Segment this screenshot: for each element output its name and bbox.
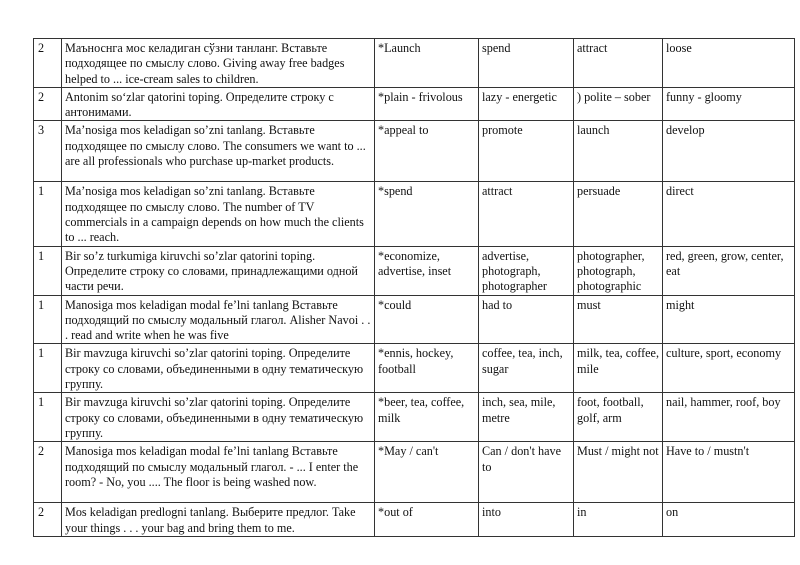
option-cell: spend	[479, 39, 574, 88]
option-cell: loose	[663, 39, 795, 88]
option-cell: culture, sport, economy	[663, 344, 795, 393]
points-cell: 1	[34, 344, 62, 393]
table-row	[34, 344, 795, 393]
option-cell: attract	[479, 182, 574, 246]
question-cell: Mos keladigan predlogni tanlang. Выберите предлог. Take your things . . . your bag and bring them to me.	[62, 503, 375, 537]
table-row	[34, 295, 795, 344]
option-cell: red, green, grow, center, eat	[663, 246, 795, 295]
option-cell: persuade	[574, 182, 663, 246]
table-row	[34, 393, 795, 442]
option-cell: develop	[663, 121, 795, 182]
option-cell: on	[663, 503, 795, 537]
test-questions-table	[33, 38, 795, 537]
option-cell: lazy - energetic	[479, 87, 574, 121]
option-cell: photographer, photograph, photographic	[574, 246, 663, 295]
option-cell: nail, hammer, roof, boy	[663, 393, 795, 442]
option-cell: into	[479, 503, 574, 537]
question-cell: Antonim so‘zlar qatorini toping. Определите строку с антонимами.	[62, 87, 375, 121]
option-cell: coffee, tea, inch, sugar	[479, 344, 574, 393]
points-cell: 3	[34, 121, 62, 182]
table-body	[34, 39, 795, 537]
question-cell: Manosiga mos keladigan modal fe’lni tanlang Вставьте подходящий по смыслу модальный глагол. Alisher Navoi . . . read and write when he was five	[62, 295, 375, 344]
correct-answer-cell: *could	[375, 295, 479, 344]
correct-answer-cell: *beer, tea, coffee, milk	[375, 393, 479, 442]
option-cell: foot, football, golf, arm	[574, 393, 663, 442]
option-cell: Can / don't have to	[479, 442, 574, 503]
correct-answer-cell: *spend	[375, 182, 479, 246]
option-cell: funny - gloomy	[663, 87, 795, 121]
correct-answer-cell: *ennis, hockey, football	[375, 344, 479, 393]
option-cell: advertise, photograph, photographer	[479, 246, 574, 295]
option-cell: attract	[574, 39, 663, 88]
points-cell: 1	[34, 182, 62, 246]
table-row	[34, 121, 795, 182]
option-cell: milk, tea, coffee, mile	[574, 344, 663, 393]
option-cell: had to	[479, 295, 574, 344]
correct-answer-cell: *appeal to	[375, 121, 479, 182]
correct-answer-cell: *May / can't	[375, 442, 479, 503]
points-cell: 1	[34, 295, 62, 344]
option-cell: inch, sea, mile, metre	[479, 393, 574, 442]
table-row	[34, 39, 795, 88]
points-cell: 2	[34, 39, 62, 88]
option-cell: might	[663, 295, 795, 344]
question-cell: Ma’nosiga mos keladigan so’zni tanlang. Вставьте подходящее по смыслу слово. The number of TV commercials in a campaign depends on how much the clients to ... reach.	[62, 182, 375, 246]
option-cell: must	[574, 295, 663, 344]
table-row	[34, 442, 795, 503]
option-cell: Must / might not	[574, 442, 663, 503]
question-cell: Bir mavzuga kiruvchi so’zlar qatorini toping. Определите строку со словами, объединенными в одну тематическую группу.	[62, 344, 375, 393]
points-cell: 1	[34, 393, 62, 442]
points-cell: 2	[34, 87, 62, 121]
correct-answer-cell: *out of	[375, 503, 479, 537]
points-cell: 2	[34, 442, 62, 503]
option-cell: ) polite – sober	[574, 87, 663, 121]
table-row	[34, 246, 795, 295]
question-cell: Маъноснга мос келадиган сўзни танланг. Вставьте подходящее по смыслу слово. Giving away free badges helped to ... ice-cream sales to children.	[62, 39, 375, 88]
option-cell: in	[574, 503, 663, 537]
points-cell: 1	[34, 246, 62, 295]
table-row	[34, 87, 795, 121]
option-cell: Have to / mustn't	[663, 442, 795, 503]
question-cell: Bir mavzuga kiruvchi so’zlar qatorini toping. Определите строку со словами, объединенными в одну тематическую группу.	[62, 393, 375, 442]
question-cell: Bir so’z turkumiga kiruvchi so’zlar qatorini toping. Определите строку со словами, принадлежащими одной части речи.	[62, 246, 375, 295]
correct-answer-cell: *plain - frivolous	[375, 87, 479, 121]
table-row	[34, 503, 795, 537]
question-cell: Ma’nosiga mos keladigan so’zni tanlang. Вставьте подходящее по смыслу слово. The consumers we want to ... are all professionals who purchase up-market products.	[62, 121, 375, 182]
option-cell: promote	[479, 121, 574, 182]
correct-answer-cell: *Launch	[375, 39, 479, 88]
question-cell: Manosiga mos keladigan modal fe’lni tanlang Вставьте подходящий по смыслу модальный глагол. - ... I enter the room? - No, you .... The floor is being washed now.	[62, 442, 375, 503]
correct-answer-cell: *economize, advertise, inset	[375, 246, 479, 295]
option-cell: direct	[663, 182, 795, 246]
table-row	[34, 182, 795, 246]
points-cell: 2	[34, 503, 62, 537]
option-cell: launch	[574, 121, 663, 182]
